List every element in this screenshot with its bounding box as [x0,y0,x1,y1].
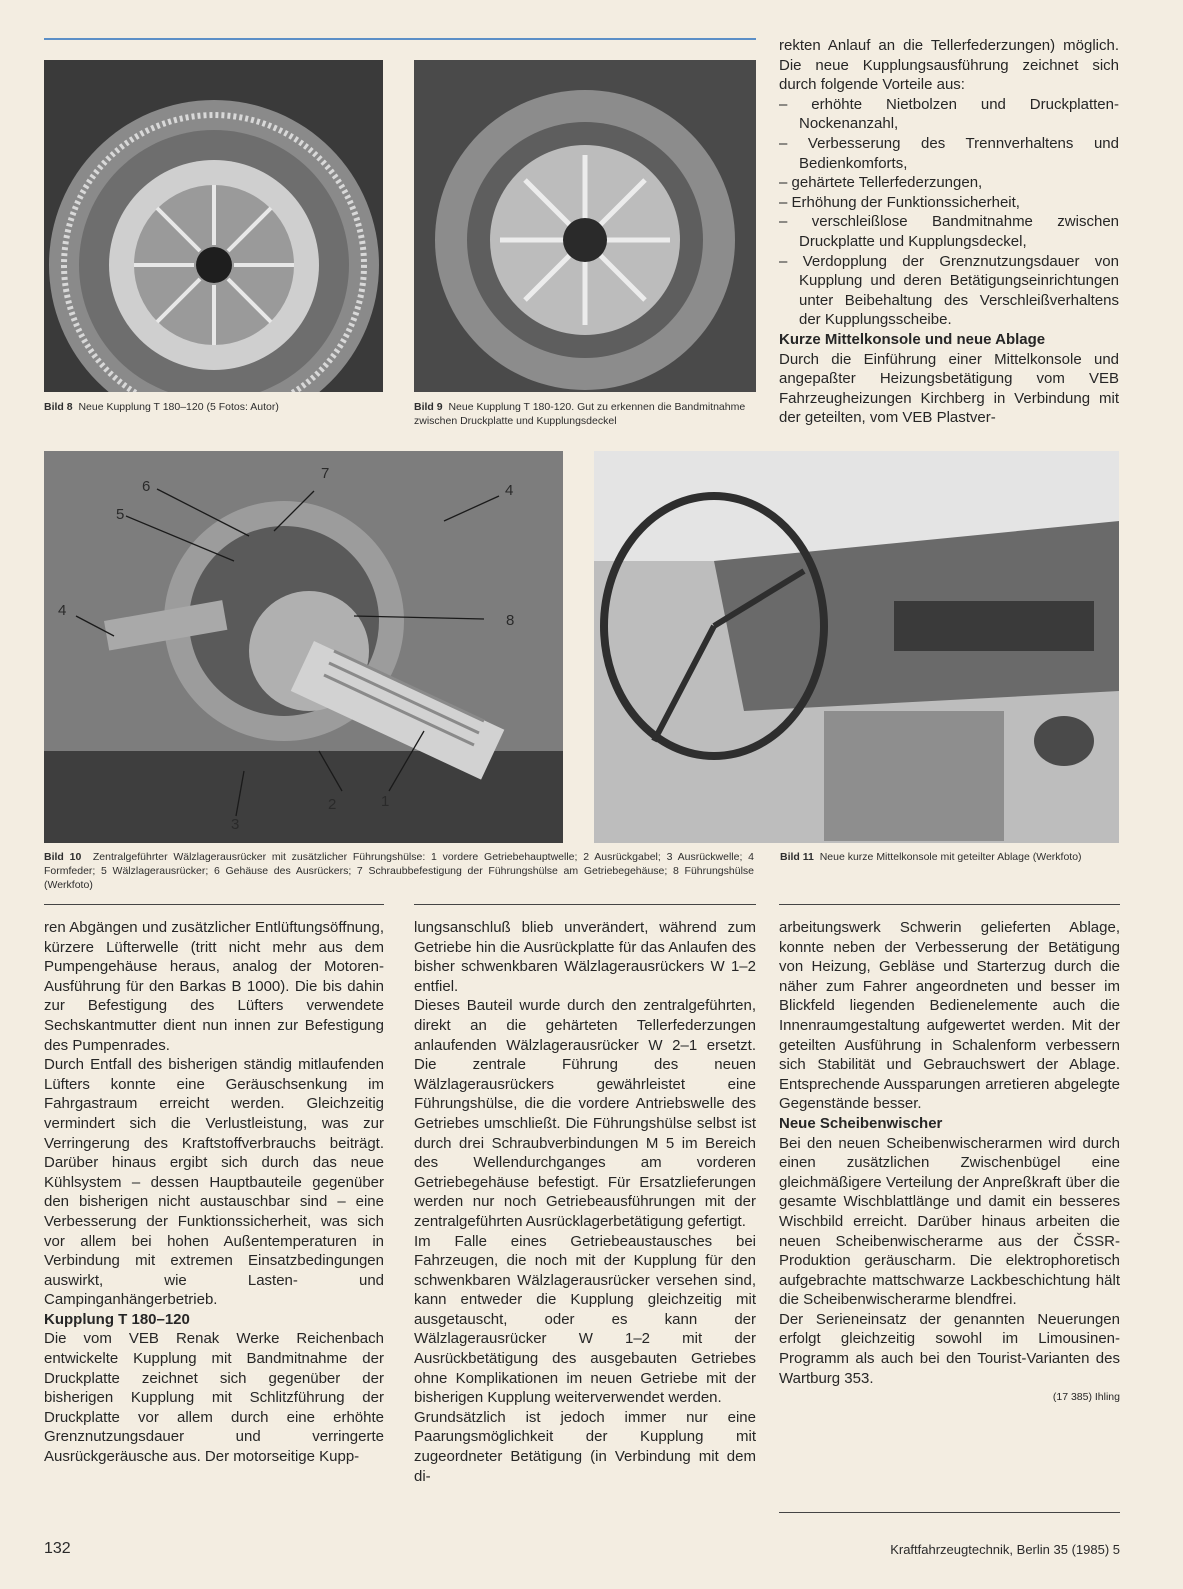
caption-bild8-num: Bild 8 [44,401,73,413]
label-4-right: 4 [505,482,514,499]
rule-col2 [414,904,756,905]
label-1: 1 [381,793,390,810]
caption-bild10-num: Bild 10 [44,851,82,863]
col1-para-2: Durch Entfall des bisherigen ständig mitlaufenden Lüfters konnte eine Geräuschsenkung im Fahrgastraum erreicht werden. Gleichzeitig vermindert sich die Verlustleistung, was zur Verringerung des Kraftstoffverbrauchs beiträgt. Darüber hinaus ergibt sich durch das neue Kühlsystem – dessen Hauptbauteile gegenüber den bisherigen nicht austauschbar sind – eine Verbesserung der Funktionssicherheit, was sich vor allem bei hohen Außentemperaturen in Verbindung mit extremen Einsatzbedingungen auswirkt, wie Lasten- und Campinganhängerbetrieb. [44,1056,384,1309]
label-3: 3 [231,816,240,833]
caption-bild10-text: Zentralgeführter Wälzlagerausrücker mit zusätzlicher Führungshülse: 1 vordere Getriebehauptwelle; 2 Ausrückgabel; 3 Ausrückwelle; 4 Formfeder; 5 Wälzlagerausrücker; 6 Gehäuse des Ausrückers; 7 Schraubbefestigung der Führungshülse am Getriebegehäuse; 8 Führungshülse (Werkfoto) [44,851,754,891]
rule-col1 [44,904,384,905]
label-7: 7 [321,465,330,482]
col3-para-1: arbeitungswerk Schwerin gelieferten Ablage, konnte neben der Verbesserung der Betätigung von Heizung, Gebläse und Starterzug durch die näher zum Fahrer angeordneten und besser im Blickfeld liegenden Bedienelemente auch die Innenraumgestaltung aufgewertet werden. Mit der geteilten Ausführung in Schalenform verbessern sich Stabilität und Gebrauchswert der Ablage. Entsprechende Aussparungen arretieren abgelegte Gegenstände besser. [779,919,1120,1113]
col1-para-3: Die vom VEB Renak Werke Reichenbach entwickelte Kupplung mit Bandmitnahme der Druckplatte zeichnet sich gegenüber der bisherigen Kupplung mit Schlitzführung der Druckplatte vor allem durch eine erhöhte Grenznutzungsdauer und verringerte Ausrückgeräusche aus. Der motorseitige Kupp- [44,1330,384,1466]
col3-para-2: Bei den neuen Scheibenwischerarmen wird durch einen zusätzlichen Zwischenbügel eine gleichmäßigere Verteilung der Anpreßkraft über die gesamte Wischblattlänge und damit ein besseres Wischbild erreicht. Darüber hinaus arbeiten die neuen Scheibenwischerarme aus der ČSSR-Produktion geräuscharm. Die elektrophoretisch aufgebrachte mattschwarze Lackbeschichtung hält die Scheibenwischerarme blendfrei. [779,1134,1120,1309]
caption-bild9-num: Bild 9 [414,401,443,413]
col1-para-1: ren Abgängen und zusätzlicher Entlüftungsöffnung, kürzere Lüfterwelle (tritt nicht mehr aus dem Pumpengehäuse heraus, analog der Motoren-Ausführung für den Barkas B 1000). Die bis dahin zur Befestigung des Lüfters verwendete Sechskantmutter dient nun innen zur Befestigung des Pumpenrades. [44,919,384,1054]
col2-para-3: Im Falle eines Getriebeaustausches bei Fahrzeugen, die noch mit der Kupplung für den schwenkbaren Wälzlagerausrücker versehen sind, kann entweder die Kupplung gleichzeitig mit ausgetauscht, oder es kann der Wälzlagerausrücker W 1–2 mit der Ausrückbetätigung des ausgebauten Getriebes ohne Komplikationen im neuen Getriebe mit der bisherigen Kupplung weiterverwendet werden. [414,1232,756,1407]
col3-para-3: Der Serieneinsatz der genannten Neuerungen erfolgt gleichzeitig sowohl im Limousinen-Programm als auch bei den Tourist-Varianten des Wartburg 353. [779,1310,1120,1387]
dashboard-drawing [594,451,1119,843]
advantage-item: – Erhöhung der Funktionssicherheit, [779,193,1020,211]
col2-para-2: Dieses Bauteil wurde durch den zentralgeführten, direkt an die gehärteten Tellerfederzungen anlaufenden Wälzlagerausrücker W 2–1 ersetzt. Die zentrale Führung des neuen Wälzlagerausrückers gewährleistet eine Führungshülse, die die vordere Antriebswelle des Getriebes umschließt. Die Führungshülse selbst ist durch drei Schraubverbindungen M 5 im Bereich des Wellendurchganges am vorderen Getriebegehäuse befestigt. Für Ersatzlieferungen werden nur noch Getriebeausführungen mit der zentralgeführten Ausrücklagerbetätigung gefertigt. [414,997,756,1230]
article-signature: (17 385) Ihling [1052,1391,1120,1404]
caption-bild8-text: Neue Kupplung T 180–120 (5 Fotos: Autor) [78,401,279,413]
label-5: 5 [116,506,125,523]
rule-end-col3 [779,1512,1120,1513]
rule-col3 [779,904,1120,905]
advantage-item: – gehärtete Tellerfederzungen, [779,174,983,192]
caption-bild11-num: Bild 11 [780,851,814,863]
advantage-item: – Verdopplung der Grenznutzungsdauer von Kupplung und deren Betätigungseinrichtungen unter Beibehaltung des Verschleißverhaltens der Kupplungsscheibe. [779,252,1119,329]
column-1 [44,918,384,1467]
column-top-right [779,36,1119,428]
clutch-drawing [44,60,383,392]
heading-scheibenwischer: Neue Scheibenwischer [779,1114,943,1132]
label-6: 6 [142,478,151,495]
advantage-item: – erhöhte Nietbolzen und Druckplatten-Nockenanzahl, [779,95,1119,133]
label-2: 2 [328,796,337,813]
column-3 [779,918,1120,1408]
col2-para-1: lungsanschluß blieb unverändert, während zum Getriebe hin die Ausrückplatte für das Anlaufen des bisher schwenkbaren Wälzlagerausrückers W 1–2 entfiel. [414,919,756,995]
advantage-item: – Verbesserung des Trennverhaltens und Bedienkomforts, [779,134,1119,172]
photo-bild11-dashboard [594,451,1119,843]
column-2 [414,918,756,1486]
top-right-para-1: rekten Anlauf an die Tellerfederzungen) möglich. Die neue Kupplungsausführung zeichnet sich durch folgende Vorteile aus: [779,37,1119,94]
label-8: 8 [506,612,515,629]
journal-citation: Kraftfahrzeugtechnik, Berlin 35 (1985) 5 [890,1542,1120,1557]
caption-bild10 [44,850,754,892]
heading-kupplung: Kupplung T 180–120 [44,1310,190,1328]
page-number: 132 [44,1540,71,1557]
photo-bild9-clutch-cover [414,60,756,392]
top-right-para-2: Durch die Einführung einer Mittelkonsole und angepaßter Heizungsbetätigung vom VEB Fahrzeugheizungen Kirchberg in Verbindung mit der geteilten, vom VEB Plastver- [779,350,1119,427]
photo-bild8-clutch [44,60,383,392]
caption-bild9 [414,400,756,428]
col2-para-4: Grundsätzlich ist jedoch immer nur eine Paarungsmöglichkeit der Kupplung mit zugeordneter Betätigung (in Verbindung mit dem di- [414,1408,756,1485]
caption-bild8 [44,400,384,414]
caption-bild9-text: Neue Kupplung T 180-120. Gut zu erkennen die Bandmitnahme zwischen Druckplatte und Kupplungsdeckel [414,401,746,427]
caption-bild11 [780,850,1120,864]
caption-bild11-text: Neue kurze Mittelkonsole mit geteilter Ablage (Werkfoto) [819,851,1082,863]
advantage-item: – verschleißlose Bandmitnahme zwischen Druckplatte und Kupplungsdeckel, [779,213,1119,250]
heading-mittelkonsole: Kurze Mittelkonsole und neue Ablage [779,330,1046,348]
label-4-left: 4 [58,602,67,619]
clutch-cover-drawing [414,60,756,392]
top-rule-left [44,38,756,40]
